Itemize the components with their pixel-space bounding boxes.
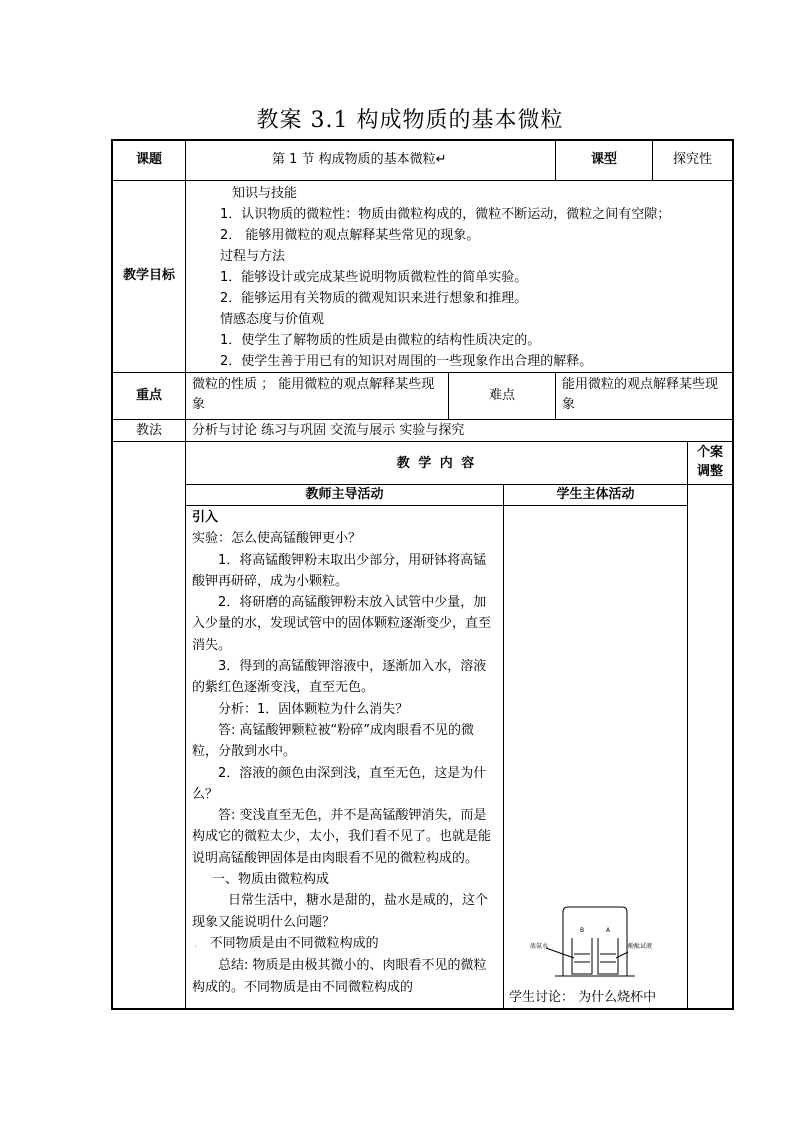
table-border-bottom xyxy=(111,1008,734,1010)
type-value: 探究性 xyxy=(672,152,712,167)
table-border-right xyxy=(732,139,734,1010)
row-rule-4 xyxy=(111,441,734,442)
objective-line: 2．使学生善于用已有的知识对周围的一些现象作出合理的解释。 xyxy=(220,354,593,369)
bullet-mark: . xyxy=(194,938,198,950)
beaker-a-label: B xyxy=(580,927,585,934)
student-discussion: 学生讨论： 为什么烧杯中 xyxy=(509,990,657,1005)
figure-left-label: 浓氨水 xyxy=(530,943,549,950)
teacher-line: 2．将研磨的高锰酸钾粉末放入试管中少量，加入少量的水，发现试管中的固体颗粒逐渐变少，直至消失。 xyxy=(192,595,492,653)
col-rule-label xyxy=(185,139,186,1010)
col-rule-diff-end xyxy=(555,372,556,420)
teacher-header: 教师主导活动 xyxy=(305,487,384,502)
row-rule-1 xyxy=(111,180,734,181)
teacher-activity xyxy=(192,507,498,998)
teacher-line: 3．得到的高锰酸钾溶液中，逐渐加入水，溶液的紫红色逐渐变浅，直至无色。 xyxy=(192,659,487,696)
type-label: 课型 xyxy=(590,152,617,167)
teacher-line: 答: 变浅直至无色，并不是高锰酸钾消失，而是构成它的微粒太少，太小，我们看不见了。也就是能说明高锰酸钾固体是由肉眼看不见的微粒构成的。 xyxy=(192,808,492,866)
objectives-label: 教学目标 xyxy=(122,268,175,283)
objective-line: 2．能够运用有关物质的微观知识来进行想象和推理。 xyxy=(220,291,528,306)
teacher-line: 日常生活中，糖水是甜的，盐水是咸的，这个现象又能说明什么问题？ xyxy=(192,893,489,930)
objective-heading: 情感态度与价值观 xyxy=(220,312,325,327)
figure-right-label: 酚酞试液 xyxy=(628,943,653,950)
teacher-line: 总结: 物质是由极其微小的、肉眼看不见的微粒构成的。不同物质是由不同微粒构成的 xyxy=(192,958,487,995)
page-title: 教案 3.1 构成物质的基本微粒 xyxy=(256,108,564,133)
difficulty-label: 难点 xyxy=(488,388,515,403)
topic-label: 课题 xyxy=(135,152,162,167)
adjust-header: 个案调整 xyxy=(696,445,723,479)
key-value: 微粒的性质 ； 能用微粒的观点解释某些现象 xyxy=(192,377,435,412)
row-rule-2 xyxy=(111,372,734,373)
row-rule-3 xyxy=(111,419,734,420)
topic-value: 第 1 节 构成物质的基本微粒↵ xyxy=(272,152,447,167)
col-rule-student xyxy=(503,484,504,1009)
teacher-line xyxy=(192,933,498,955)
objectives-content xyxy=(192,183,730,372)
objective-line: 1．使学生了解物质的性质是由微粒的结构性质决定的。 xyxy=(220,333,541,348)
teacher-line-text: 不同物质是由不同微粒构成的 xyxy=(209,935,379,951)
student-header: 学生主体活动 xyxy=(556,487,635,502)
teacher-line: 分析：1．固体颗粒为什么消失？ xyxy=(218,701,409,717)
intro-heading: 引入 xyxy=(192,510,219,525)
objective-line: 1．能够设计或完成某些说明物质微粒性的简单实验。 xyxy=(220,270,528,285)
teacher-line: 实验：怎么使高锰酸钾更小？ xyxy=(192,531,362,547)
difficulty-value: 能用微粒的观点解释某些现象 xyxy=(562,377,719,412)
objective-line: 2． 能够用微粒的观点解释某些常见的现象。 xyxy=(220,228,480,243)
teacher-line: 2．溶液的颜色由深到浅，直至无色，这是为什么？ xyxy=(192,765,487,802)
table-border-top xyxy=(111,139,734,141)
objective-heading: 过程与方法 xyxy=(220,249,286,264)
objective-line: 1．认识物质的微粒性：物质由微粒构成的，微粒不断运动，微粒之间有空隙； xyxy=(220,207,671,222)
teacher-line: 一、物质由微粒构成 xyxy=(212,872,330,888)
teacher-line: 1．将高锰酸钾粉末取出少部分，用研钵将高锰酸钾再研碎，成为小颗粒。 xyxy=(192,552,487,589)
col-rule-adjust xyxy=(687,441,688,1009)
method-value: 分析与讨论 练习与巩固 交流与展示 实验与探究 xyxy=(192,423,465,438)
beaker-figure xyxy=(530,904,660,979)
beaker-b-label: A xyxy=(606,927,611,934)
key-label: 重点 xyxy=(135,388,162,403)
objective-heading: 知识与技能 xyxy=(232,186,298,201)
content-header: 教 学 内 容 xyxy=(396,456,477,471)
method-label: 教法 xyxy=(135,423,162,438)
row-rule-6 xyxy=(186,505,688,506)
teacher-line: 答: 高锰酸钾颗粒被“粉碎”成肉眼看不见的微粒，分散到水中。 xyxy=(192,722,474,760)
